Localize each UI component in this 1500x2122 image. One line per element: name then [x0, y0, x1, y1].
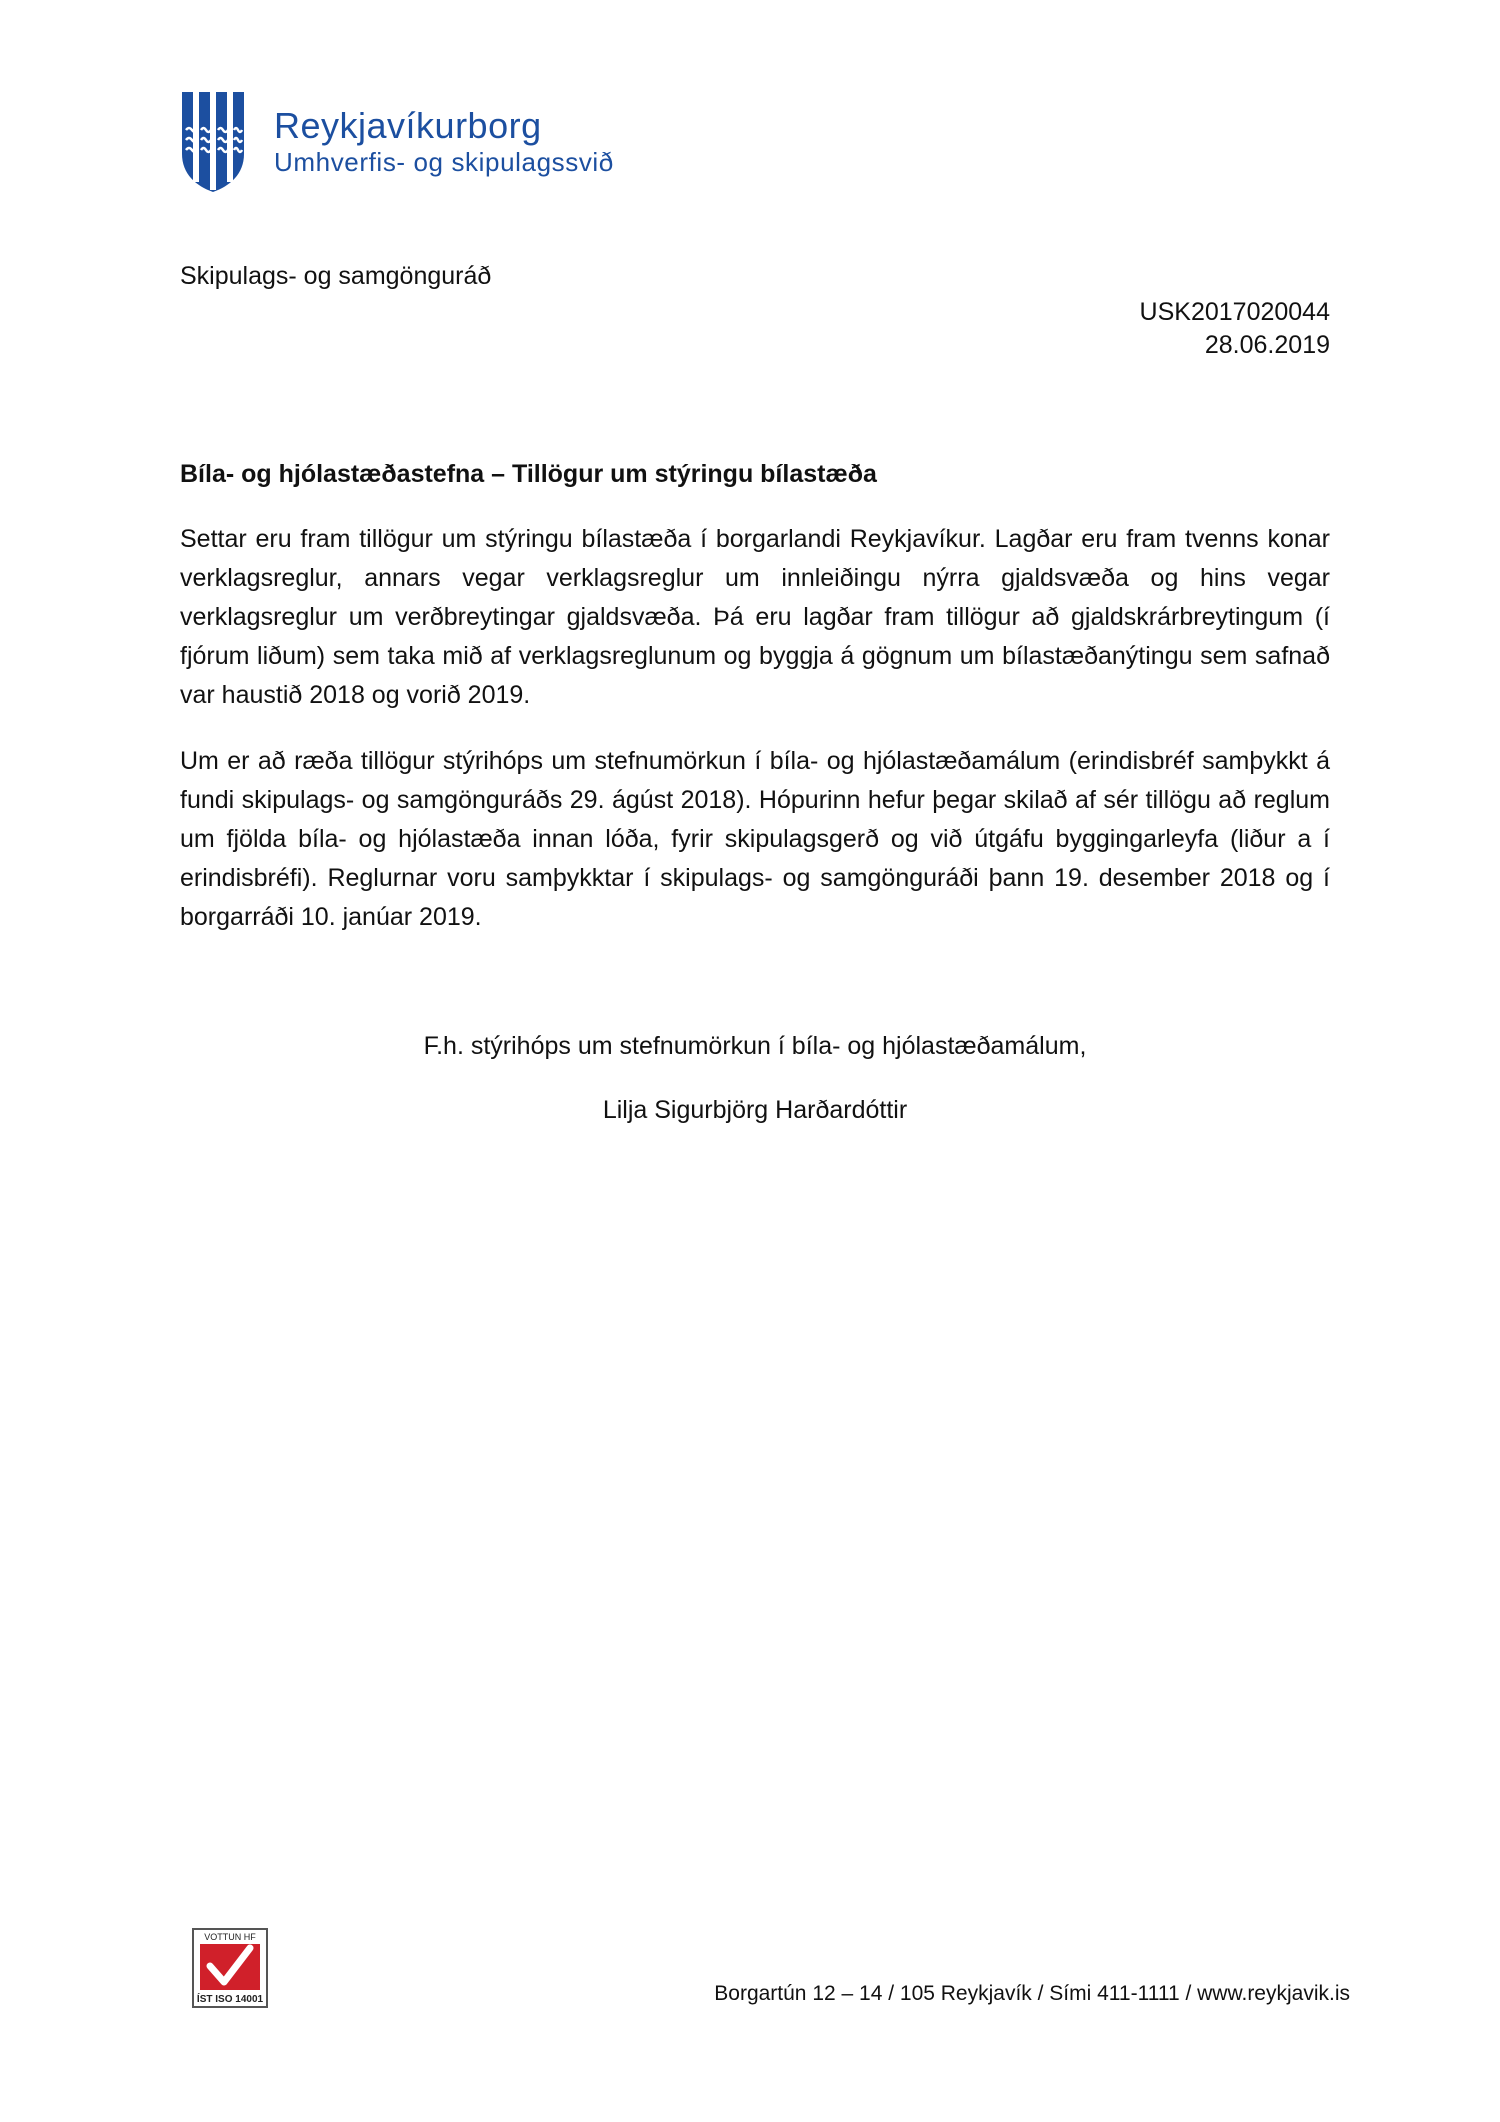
recipient: Skipulags- og samgönguráð	[180, 262, 492, 290]
subject-heading: Bíla- og hjólastæðastefna – Tillögur um stýringu bílastæða	[180, 460, 877, 488]
iso-certification-icon	[192, 1928, 268, 2013]
body-paragraph-1: Settar eru fram tillögur um stýringu bílastæða í borgarlandi Reykjavíkur. Lagðar eru fram tvenns konar verklagsreglur, annars vegar verklagsreglur um innleiðingu nýrra gjaldsvæða og hins vegar verklagsreglur um verðbreytingar gjaldsvæða. Þá eru lagðar fram tillögur að gjaldskrárbreytingum (í fjórum liðum) sem taka mið af verklagsreglunum og byggja á gögnum um bílastæðanýtingu sem safnað var haustið 2018 og vorið 2019.	[180, 525, 1330, 709]
letter-date: 28.06.2019	[1204, 331, 1330, 359]
signer-name: Lilja Sigurbjörg Harðardóttir	[602, 1096, 908, 1124]
cert-top-text: VOTTUN HF	[204, 1932, 256, 1942]
reference-block	[1140, 296, 1330, 362]
cert-bottom-text: ÍST ISO 14001	[196, 1994, 264, 2005]
body-paragraph-2: Um er að ræða tillögur stýrihóps um stefnumörkun í bíla- og hjólastæðamálum (erindisbréf samþykkt á fundi skipulags- og samgönguráðs 29. ágúst 2018). Hópurinn hefur þegar skilað af sér tillögu að reglum um fjölda bíla- og hjólastæða innan lóða, fyrir skipulagsgerð og við útgáfu byggingarleyfa (liður a í erindisbréfi). Reglurnar voru samþykktar í skipulags- og samgönguráði þann 19. desember 2018 og í borgarráði 10. janúar 2019.	[180, 747, 1330, 931]
case-number: USK2017020044	[1139, 298, 1330, 326]
closing-line: F.h. stýrihóps um stefnumörkun í bíla- og hjólastæðamálum,	[423, 1032, 1087, 1060]
letterhead-logo	[180, 90, 614, 194]
department-name: Umhverfis- og skipulagssvið	[274, 147, 614, 177]
reykjavik-crest-icon	[180, 90, 246, 194]
org-name: Reykjavíkurborg	[274, 105, 542, 146]
letterhead-text	[274, 106, 614, 178]
footer-contact: Borgartún 12 – 14 / 105 Reykjavík / Sími 411-1111 / www.reykjavik.is	[714, 1982, 1350, 2005]
